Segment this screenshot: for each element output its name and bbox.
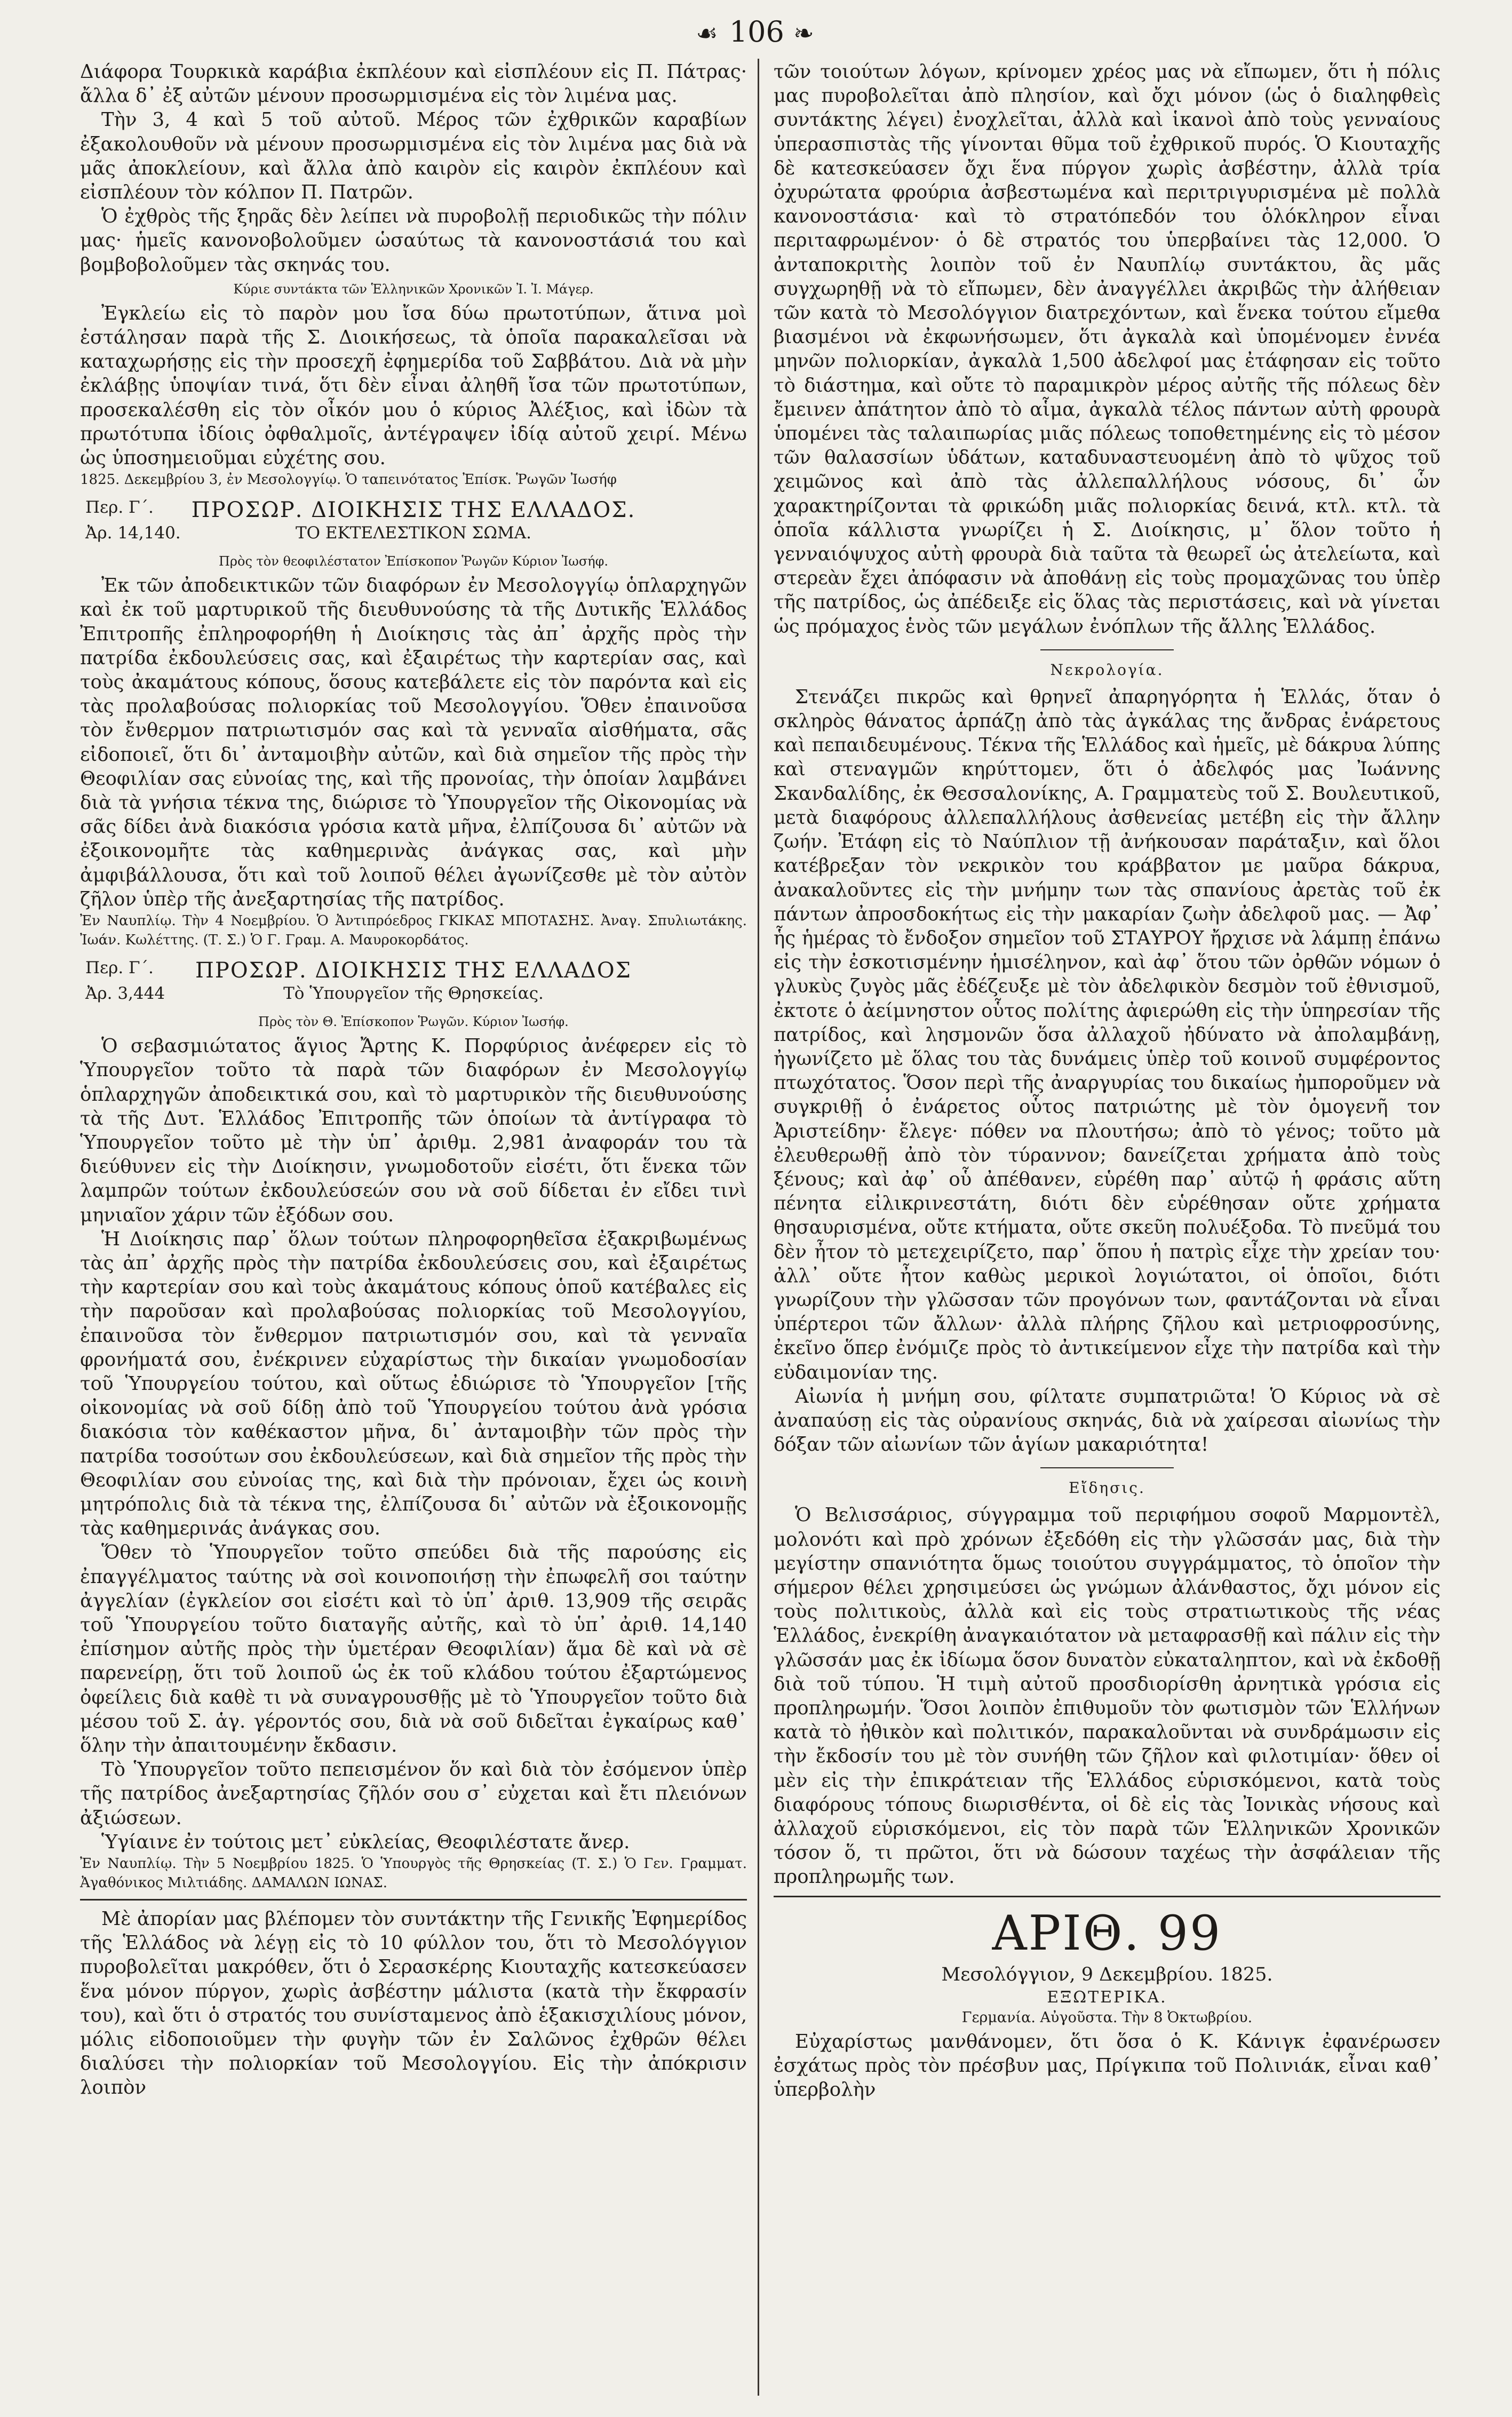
document-1-header (80, 498, 747, 523)
document-2-paragraph-5: Ὑγίαινε ἐν τούτοις μετ᾽ εὐκλείας, Θεοφιλέστατε ἄνερ. (101, 1831, 630, 1853)
foreign-news-title: ΕΞΩΤΕΡΙΚΑ. (1047, 1987, 1167, 2007)
ornament-left-icon: ☙ (696, 19, 720, 47)
issue-rule (774, 1896, 1441, 1897)
document-2-header (80, 958, 747, 984)
document-1-signature: Ἐν Ναυπλίῳ. Τὴν 4 Νοεμβρίου. Ὁ Ἀντιπρόεδρος ΓΚΙΚΑΣ ΜΠΟΤΑΣΗΣ. Ἀναγ. Σπυλιωτάκης. Ἰωάν. Κωλέττης. (Τ. Σ.) Ὁ Γ. Γραμ. Α. Μαυροκορδάτος. (80, 913, 747, 949)
closing-paragraph: Μὲ ἀπορίαν μας βλέπομεν τὸν συντάκτην τῆς Γενικῆς Ἐφημερίδος τῆς Ἑλλάδος νὰ λέγῃ εἰς τὸ 10 φύλλον του, ὅτι τὸ Μεσολόγγιον πυροβολεῖται μακρόθεν, ὅτι ὁ Σερασκέρης Κιουταχῆς κατεσκεύασεν ἕνα μόνον πύργον, χωρὶς ἀσβέστην μάλιστα (κατὰ τὴν ἔκφρασίν του), καὶ ὅτι ὁ στρατός του συνίσταμενος ἀπὸ ἑξακισχιλίους μόνον, μόλις εἰδοποιοῦμεν τὴν φυγὴν τῶν ἐν Σαλῶνος ἐχθρῶν θέλει διαλύσει τὴν πολιορκίαν τοῦ Μεσολογγίου. Εἰς τὴν ἀπόκρισιν λοιπὸν (80, 1908, 747, 2099)
document-2-period: Περ. Γ΄. (85, 958, 154, 978)
left-column (80, 60, 747, 2100)
foreign-news-dateline: Γερμανία. Αὐγοῦστα. Τὴν 8 Ὀκτωβρίου. (961, 2009, 1253, 2026)
column-divider (758, 59, 759, 2396)
document-2-address: Πρὸς τὸν Θ. Ἐπίσκοπον Ῥωγῶν. Κύριον Ἰωσήφ. (258, 1014, 569, 1030)
ornament-right-icon: ❧ (793, 19, 816, 47)
foreign-news-body: Εὐχαρίστως μανθάνομεν, ὅτι ὅσα ὁ Κ. Κάνιγκ ἐφανέρωσεν ἐσχάτως πρὸς τὸν πρέσβυν μας, Πρίγκιπα τοῦ Πολινιάκ, εἶναι καθ᾽ ὑπερβολὴν (774, 2030, 1441, 2101)
document-1-subheader (80, 523, 747, 549)
document-1-address: Πρὸς τὸν θεοφιλέστατον Ἐπίσκοπον Ῥωγῶν Κύριον Ἰωσήφ. (218, 554, 609, 569)
document-1-body: Ἐκ τῶν ἀποδεικτικῶν τῶν διαφόρων ἐν Μεσολογγίῳ ὁπλαρχηγῶν καὶ ἐκ τοῦ μαρτυρικοῦ τῆς διευθυνούσης τὰ τῆς Δυτικῆς Ἑλλάδος Ἐπιτροπῆς ἐπληροφορήθη ἡ Διοίκησις τὰς ἀπ᾽ ἀρχῆς πρὸς τὴν πατρίδα ἐκδουλεύσεις σας, καὶ ἐξαιρέτως τὴν καρτερίαν σας, καὶ τοὺς ἀκαμάτους κόπους, ὅσους κατεβάλετε εἰς τὸν παρόντα καὶ εἰς τὰς προλαβούσας πολιορκίας τοῦ Μεσολογγίου. Ὅθεν ἐπαινοῦσα τὸν ἔνθερμον πατριωτισμόν σας καὶ τὰ γενναῖα αἰσθήματα, σᾶς εἰδοποιεῖ, ὅτι δι᾽ ἀνταμοιβὴν αὐτῶν, καὶ διὰ σημεῖον τῆς πρὸς τὴν Θεοφιλίαν σας εὐνοίας της, καὶ τῆς προνοίας, τὴν ὁποίαν λαμβάνει διὰ τὰ γνήσια τέκνα της, διώρισε τὸ Ὑπουργεῖον τῆς Οἰκονομίας νὰ σᾶς δίδει ἀνὰ διακόσια γρόσια κατὰ μῆνα, ἐλπίζουσα δι᾽ αὐτῶν νὰ ἐξοικονομῆτε τὰς καθημερινὰς ἀνάγκας σας, καὶ μὴν ἀμφιβάλλουσα, ὅτι καὶ τοῦ λοιποῦ θέλει ἀγωνίζεσθε μὲ τὸν αὐτὸν ζῆλον ὑπὲρ τῆς ἀνεξαρτησίας τῆς πατρίδος. (80, 575, 747, 910)
news-title: Εἴδησις. (1069, 1479, 1145, 1497)
report-paragraph-1: Διάφορα Τουρκικὰ καράβια ἐκπλέουν καὶ εἰσπλέουν εἰς Π. Πάτρας· ἄλλα δ᾽ ἐξ αὐτῶν μένουν προσωρμισμένα εἰς τὸν λιμένα μας. (80, 61, 747, 107)
document-2-paragraph-1: Ὁ σεβασμιώτατος ἅγιος Ἄρτης Κ. Πορφύριος ἀνέφερεν εἰς τὸ Ὑπουργεῖον τοῦτο τὰ παρὰ τῶν διαφόρων ἐν Μεσολογγίῳ ὁπλαρχηγῶν ἀποδεικτικά σου, καὶ τὸ μαρτυρικὸν τῆς διευθυνούσης τὰ τῆς Δυτ. Ἑλλάδος Ἐπιτροπῆς τῶν ὁποίων τὰ ἀντίγραφα τὸ Ὑπουργεῖον τοῦτο μὲ τὴν ὑπ᾽ ἀριθμ. 2,981 ἀναφοράν του τὰ διεύθυνεν εἰς τὴν Διοίκησιν, γνωμοδοτοῦν εἰσέτι, ὅτι ἕνεκα τῶν λαμπρῶν τούτων ἐκδουλεύσεών σου νὰ σοῦ δίδεται ἐν εἴδει τινὶ μηνιαῖον χάριν τῶν ἐξόδων σου. (80, 1035, 747, 1226)
document-1-number: Ἀρ. 14,140. (85, 523, 181, 543)
document-2-paragraph-3: Ὅθεν τὸ Ὑπουργεῖον τοῦτο σπεύδει διὰ τῆς παρούσης εἰς ἐπαγγέλματος ταύτης νὰ σοὶ κοινοποιήσῃ τὴν ἐπωφελῆ σοι ταύτην ἀγγελίαν (ἐγκλείον σοι εἰσέτι καὶ τὸ ὑπ᾽ ἀριθ. 13,909 τῆς σειρᾶς τοῦ Ὑπουργείου τοῦτο διαταγῆς αὐτῆς, καὶ τὸ ὑπ᾽ ἀριθ. 14,140 ἐπίσημον αὐτῆς πρὸς τὴν ὑμετέραν Θεοφιλίαν) ἅμα δὲ καὶ νὰ σὲ παρενείρῃ, ὅτι τοῦ λοιποῦ ὡς ἐκ τοῦ κλάδου τούτου ἐξαρτώμενος ὀφείλεις διὰ καθὲ τι νὰ συναγρουσθῇς μὲ τὸ Ὑπουργεῖον τοῦτο διὰ μέσου τοῦ Σ. ἁγ. γέροντός σου, διὰ νὰ σοῦ διδεῖται ἐγκαίρως καθ᾽ ὅλην τὴν ἀπαιτουμένην ἔκδασιν. (80, 1541, 747, 1756)
issue-number-title: ΑΡΙΘ. 99 (992, 1905, 1222, 1961)
document-2-title: ΠΡΟΣΩΡ. ΔΙΟΙΚΗΣΙΣ ΤΗΣ ΕΛΛΑΔΟΣ (195, 958, 632, 983)
necrology-title: Νεκρολογία. (1050, 661, 1164, 679)
page-number: 106 (729, 15, 784, 49)
document-2-paragraph-4: Τὸ Ὑπουργεῖον τοῦτο πεπεισμένον ὅν καὶ διὰ τὸν ἐσόμενον ὑπὲρ τῆς πατρίδος ἀνεξαρτησίας ζῆλόν σου σ᾽ εὐχεται καὶ ἔτι πλειόνων ἀξιώσεων. (80, 1759, 747, 1829)
continuation-paragraph: τῶν τοιούτων λόγων, κρίνομεν χρέος μας νὰ εἴπωμεν, ὅτι ἡ πόλις μας πυροβολεῖται ἀπὸ πλησίον, καὶ ὄχι μόνον (ὡς ὁ διαληφθεὶς συντάκτης λέγει) ἐνοχλεῖται, ἀλλὰ καὶ ἱκανοὶ ἀπὸ τοὺς γενναίους ὑπερασπιστὰς τῆς γίνονται θῦμα τοῦ ἐχθρικοῦ πυρός. Ὁ Κιουταχῆς δὲ κατεσκεύασεν ὄχι ἕνα πύργον χωρὶς ἀσβέστην, ἀλλὰ τρία ὀχυρώτατα φρούρια ἀσβεστωμένα καὶ περιτριγυρισμένα μὲ πολλὰ κανονοστάσια· καὶ τὸ στρατόπεδόν του ὁλόκληρον εἶναι περιταφρωμένον· ὁ δὲ στρατός του ὑπερβαίνει τὰς 12,000. Ὁ ἀνταποκριτὴς λοιπὸν τοῦ ἐν Ναυπλίῳ συντάκτου, ἂς μᾶς συγχωρηθῇ νὰ τὸ εἴπωμεν, δὲν ἀναγγέλλει ἀκριβῶς τὴν ἀλήθειαν τῶν κατὰ τὸ Μεσολόγγιον διατρεχόντων, καὶ ἕνεκα τούτου εἴμεθα βιασμένοι νὰ ἐκφωνήσωμεν, ὅτι ἀγκαλὰ καὶ ὑπομένομεν ἐννέα μηνῶν πολιορκίαν, ἀγκαλὰ 1,500 ἀδελφοί μας ἐτάφησαν εἰς τοῦτο τὸ διάστημα, καὶ οὔτε τὸ παραμικρὸν μέρος αὐτῆς τῆς πόλεως δὲν ἔμεινεν ἀπάτητον ἀπὸ τὸ αἷμα, ἀγκαλὰ τέλος πάντων αὐτὴ φρουρὰ ὑπομένει τὰς ταλαιπωρίας μιᾶς πόλεως τοποθετημένης εἰς τὸ μέσον τῶν θαλασσίων ὑδάτων, καταδυναστευομένη ἀπὸ τὸ ψῦχος τοῦ χειμῶνος καὶ ἀπὸ τὰς ἀλλεπαλλήλους νόσους, δι᾽ ὧν χαρακτηρίζονται τὰ φρικώδη μιᾶς πολιορκίας δεινά, κτλ. κτλ. τὰ ὁποῖα κάλλιστα γνωρίζει ἡ Σ. Διοίκησις, μ᾽ ὅλον τοῦτο ἡ γενναιόψυχος αὐτὴ φρουρὰ διὰ ταῦτα τὰ θεωρεῖ ὡς ἀτελείωτα, καὶ στερεὰν ἔχει ἀπόφασιν νὰ ἀποθάνῃ εἰς τοὺς προμαχῶνας του ὑπὲρ τῆς πατρίδος, ὡς ἀπέδειξε εἰς ὅλας τὰς περιστάσεις, καὶ νὰ γίνεται ὡς πρόμαχος ἑνὸς τῶν μεγάλων ἐνόπλων τῆς ἄλλης Ἑλλάδος. (774, 61, 1441, 638)
necrology-body: Στενάζει πικρῶς καὶ θρηνεῖ ἀπαρηγόρητα ἡ Ἑλλάς, ὅταν ὁ σκληρὸς θάνατος ἁρπάζῃ ἀπὸ τὰς ἀγκάλας της ἄνδρας ἐνάρετους καὶ πεπαιδευμένους. Τέκνα τῆς Ἑλλάδος καὶ ἡμεῖς, μὲ δάκρυα λύπης καὶ στεναγμῶν κηρύττομεν, ὅτι ὁ ἀδελφός μας Ἰωάννης Σκανδαλίδης, ἐκ Θεσσαλονίκης, Α. Γραμματεὺς τοῦ Σ. Βουλευτικοῦ, μετὰ διαφόρους ἀλλεπαλλήλους ἀσθενείας μετέβη εἰς τὴν ἄλλην ζωήν. Ἐτάφη εἰς τὸ Ναύπλιον τῇ ἀνήκουσαν παράταξιν, καὶ ὅλοι κατέβρεξαν τὸν νεκρικὸν του κράββατον με μαῦρα δάκρυα, ἀνακαλοῦντες εἰς τὴν μνήμην των τὰς σπανίους ἀρετὰς τοῦ ἐκ πάντων ἀπροσδοκήτως εἰς τὴν μακαρίαν ζωὴν ἀδελφοῦ μας. — Ἀφ᾽ ἧς ἡμέρας τὸ ἔνδοξον σημεῖον τοῦ ΣΤΑΥΡΟΥ ἤρχισε νὰ λάμπῃ ἐπάνω εἰς τὴν ἐσκοτισμένην ἡμισέληνον, καὶ ἀφ᾽ ὅτου τῶν ὀρθῶν νόμων ὁ γλυκὺς ζυγὸς μᾶς ἐδέζευξε μὲ τὸν ἀδελφικὸν δεσμὸν τοῦ ἐθνισμοῦ, ἐκτοτε ὁ ἀείμνηστον οὗτος πολίτης ἀφιερώθη εἰς τὴν ὑπηρεσίαν τῆς πατρίδος, καὶ λησμονῶν ὅσα ἀλλαχοῦ ἠδύνατο νὰ ἀπολαμβάνῃ, ἠγωνίζετο μὲ ὅλας του τὰς δυνάμεις ὑπὲρ τοῦ κοινοῦ συμφέροντος πτωχότατος. Ὅσον περὶ τῆς ἀναργυρίας του δικαίως ἠμποροῦμεν νὰ συγκριθῇ ὁ ἐνάρετος οὗτος πατριώτης μὲ τὸν ὁμογενῆ τον Ἀριστείδην· ἔλεγε· πόθεν να πλουτήσω; ἀπὸ τὸ γένος; τοῦτο μὰ ἐλευθερωθῇ ἀπὸ τὸν τύραννον; δανείζεται χρήματα ἀπὸ τοὺς ξένους; καὶ ἀφ᾽ οὗ ἀπέθανεν, εὑρέθη παρ᾽ αὐτῷ ἡ φράσις αὕτη πένητα εἰλικρινεστάτη, διότι δὲν εὑρέθησαν οὔτε χρήματα θησαυρισμένα, οὔτε κτήματα, οὔτε σκεῦη πολυέξοδα. Τὸ πνεῦμά του δὲν ἦτον τὸ μετεχειρίζετο, παρ᾽ ὅπου ἡ πατρὶς εἶχε τὴν χρείαν του· ἀλλ᾽ οὔτε ἦτον καθὼς μερικοὶ λογιώτατοι, οἱ ὁποῖοι, διότι γνωρίζουν τὴν γλῶσσαν τῶν προγόνων των, φαντάζονται νὰ εἶναι ὑπέρτεροι τῶν ἄλλων· ἀλλὰ πλήρης ζῆλου καὶ μετριοφροσύνης, ἐκεῖνο ὅπερ ἐνόμιζε πρὸς τὸ ἀντικείμενον εἶχε τὴν πατρίδα καὶ τὴν εὐδαιμονίαν της. (774, 686, 1441, 1384)
document-2-number: Ἀρ. 3,444 (85, 984, 165, 1004)
section-rule-short (1040, 1467, 1174, 1468)
document-2-signature: Ἐν Ναυπλίῳ. Τὴν 5 Νοεμβρίου 1825. Ὁ Ὑπουργὸς τῆς Θρησκείας (Τ. Σ.) Ὁ Γεν. Γραμματ. Ἀγαθόνικος Μιλτιάδης. ΔΑΜΑΛΩΝ ΙΩΝΑΣ. (80, 1856, 747, 1891)
document-1-title: ΠΡΟΣΩΡ. ΔΙΟΙΚΗΣΙΣ ΤΗΣ ΕΛΛΑΔΟΣ. (191, 498, 636, 523)
document-2-subheader (80, 984, 747, 1009)
document-1-subtitle: ΤΟ ΕΚΤΕΛΕΣΤΙΚΟΝ ΣΩΜΑ. (295, 523, 532, 543)
page-header (0, 11, 1512, 54)
section-rule (80, 1899, 747, 1901)
issue-dateline: Μεσολόγγιον, 9 Δεκεμβρίου. 1825. (941, 1963, 1273, 1985)
document-2-paragraph-2: Ἡ Διοίκησις παρ᾽ ὅλων τούτων πληροφορηθεῖσα ἐξακριβωμένως τὰς ἀπ᾽ ἀρχῆς πρὸς τὴν πατρίδα ἐκδουλεύσεις σου, καὶ ἐξαιρέτως τὴν καρτερίαν σου καὶ τοὺς ἀκαμάτους κόπους ὁποῦ κατέβαλες εἰς τὴν παροῦσαν καὶ προλαβούσας πολιορκίας τοῦ Μεσολογγίου, ἐπαινοῦσα τὸν ἔνθερμον πατριωτισμόν σου, καὶ τὰ γενναῖα φρονήματά σου, ἐνέκρινεν εὐχαρίστως τὴν δικαίαν γνωμοδοσίαν τοῦ Ὑπουργείου τούτου, καὶ οὕτως ἐδιώρισε τὸ Ὑπουργεῖον [τῆς οἰκονομίας νὰ σοῦ δίδῃ ἀπὸ τοῦ Ὑπουργείου τούτου ἀνὰ γρόσια διακόσια τὸν καθέκαστον μῆνα, δι᾽ ἀνταμοιβὴν τῶν πρὸς τὴν πατρίδα τοσούτων σου ἐκδουλεύσεων, καὶ διὰ σημεῖον τῆς πρὸς τὴν Θεοφιλίαν σου εὐνοίας της, καὶ διὰ τὴν πρόνοιαν, ἔχει ὡς κοινὴ μητρόπολις διὰ τὰ τέκνα της, ἐλπίζουσα δι᾽ αὐτῶν νὰ ἐξοικονομῇς τὰς καθημερινάς ἀνάγκας σου. (80, 1228, 747, 1540)
document-1-period: Περ. Γ΄. (85, 498, 154, 518)
section-rule-short (1040, 649, 1174, 650)
report-paragraph-2: Τὴν 3, 4 καὶ 5 τοῦ αὐτοῦ. Μέρος τῶν ἐχθρικῶν καραβίων ἐξακολουθοῦν νὰ μένουν προσωρμισμένα εἰς τὸν λιμένα μας διὰ νὰ μᾶς ἀποκλείουν, καὶ ἄλλα ἀπὸ καιρὸν εἰς καιρὸν ἐκπλέουν καὶ εἰσπλέουν τὸν κόλπον Π. Πατρῶν. (80, 109, 747, 204)
news-body: Ὁ Βελισσάριος, σύγγραμμα τοῦ περιφήμου σοφοῦ Μαρμοντὲλ, μολονότι καὶ πρὸ χρόνων ἐξεδόθη εἰς τὴν γλῶσσάν μας, διὰ τὴν μεγίστην σπανιότητα ὅμως τοιούτου συγγράμματος, τὸ ὁποῖον τὴν σήμερον θέλει χρησιμεύσει ὡς γνώμων ἀλάνθαστος, ὄχι μόνον εἰς τοὺς πολιτικοὺς, ἀλλὰ καὶ εἰς τοὺς στρατιωτικοὺς τῆς νέας Ἑλλάδος, ἐνεκρίθη ἀναγκαιότατον νὰ μεταφρασθῇ καὶ πάλιν εἰς τὴν γλῶσσάν μας ἐκ ἰδίωμα ὅσον δυνατὸν εὐκαταληπτον, καὶ νὰ ἐκδοθῇ διὰ τοῦ τύπου. Ἡ τιμὴ αὐτοῦ προσδιορίσθη ἀρνητικὰ γρόσια εἰς προπληρωμήν. Ὅσοι λοιπὸν ἐπιθυμοῦν τὸν φωτισμὸν τῶν Ἑλλήνων κατὰ τὸ ἠθικὸν καὶ πολιτικόν, παρακαλοῦνται νὰ συνδράμωσιν εἰς τὴν ἔκδοσίν του μὲ τὸν συνήθη τῶν ζῆλον καὶ φιλοτιμίαν· ὅθεν οἱ μὲν εἰς τὴν ἐπικράτειαν τῆς Ἑλλάδος εὑρισκόμενοι, κατὰ τοὺς διαφόρους τόπους διωρισθέντα, οἱ δὲ εἰς τὰς Ἰονικὰς νήσους καὶ ἀλλαχοῦ εὑρισκόμενοι, εἰς τὸν παρὰ τῶν Ἑλληνικῶν Χρονικῶν τόσον ὅ, τι πρῶτοι, ὅτι νὰ δώσουν ταχέως τὴν ἀσφάλειαν τῆς προπληρωμῆς των. (774, 1504, 1441, 1888)
right-column (774, 60, 1441, 2102)
necrology-closing: Αἰωνία ἡ μνήμη σου, φίλτατε συμπατριῶτα! Ὁ Κύριος νὰ σὲ ἀναπαύσῃ εἰς τὰς οὐρανίους σκηνάς, διὰ νὰ χαίρεσαι αἰωνίως τὴν δόξαν τῶν αἰωνίων τῶν ἁγίων μακαριότητα! (774, 1385, 1441, 1456)
report-paragraph-3: Ὁ ἐχθρὸς τῆς ξηρᾶς δὲν λείπει νὰ πυροβολῇ περιοδικῶς τὴν πόλιν μας· ἡμεῖς κανονοβολοῦμεν ὡσαύτως τὰ κανονοστάσιά του καὶ βομβοβολοῦμεν τὰς σκηνάς του. (80, 205, 747, 276)
letter-body: Ἐγκλείω εἰς τὸ παρὸν μου ἴσα δύω πρωτοτύπων, ἅτινα μοὶ ἐστάλησαν παρὰ τῆς Σ. Διοικήσεως, τὰ ὁποῖα παρακαλεῖσαι νὰ καταχωρήσῃς εἰς τὴν προσεχῆ ἐφημερίδα τοῦ Σαββάτου. Διὰ νὰ μὴν ἐκλάβῃς ὑποψίαν τινά, ὅτι δὲν εἶναι ἀληθῆ ἴσα τῶν πρωτοτύπων, προσεκαλέσθη εἰς τὸν οἶκόν μου ὁ κύριος Ἀλέξιος, καὶ ἰδὼν τὰ πρωτότυπα ἰδίοις ὀφθαλμοῖς, ἀντέγραψεν ἰδίᾳ αὐτοῦ χειρί. Μένω ὡς ὑποσημειοῦμαι εὐχέτης σου. (80, 302, 747, 470)
letter-address: Κύριε συντάκτα τῶν Ἑλληνικῶν Χρονικῶν Ἰ. Ἰ. Μάγερ. (233, 281, 594, 297)
document-2-subtitle: Τὸ Ὑπουργεῖον τῆς Θρησκείας. (283, 984, 544, 1004)
letter-signature: 1825. Δεκεμβρίου 3, ἐν Μεσολογγίῳ. Ὁ ταπεινότατος Ἐπίσκ. Ῥωγῶν Ἰωσήφ (80, 472, 617, 488)
